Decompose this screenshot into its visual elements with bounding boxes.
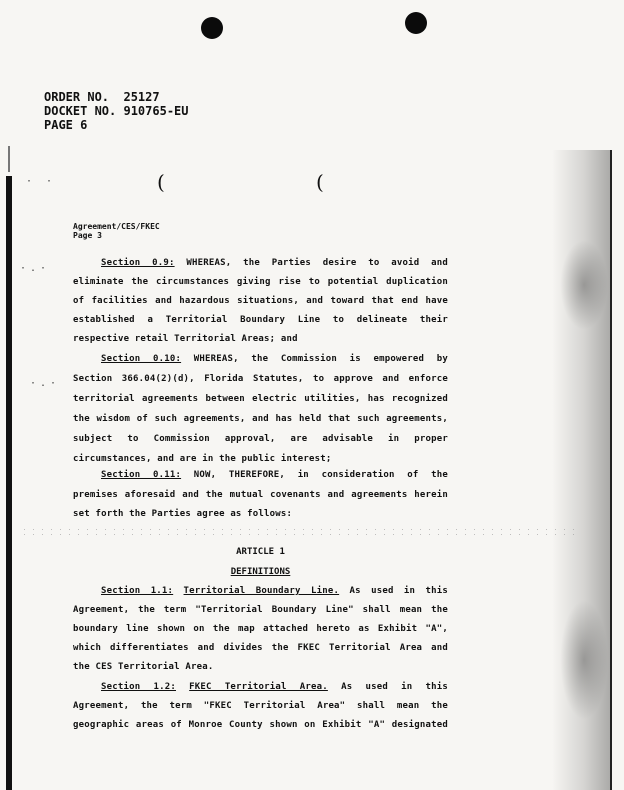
section-line: of facilities and hazardous situations, and toward that end have: [73, 296, 448, 306]
section-line: eliminate the circumstances giving rise to potential duplication: [73, 277, 448, 287]
article-subtitle: DEFINITIONS: [230, 567, 291, 577]
hole-punch-mark: [405, 12, 427, 34]
scan-right-edge: [610, 150, 612, 790]
scan-smudge: [560, 600, 608, 720]
section-heading: Section 0.9:: [101, 258, 175, 268]
section-line: set forth the Parties agree as follows:: [73, 509, 293, 519]
section-line: subject to Commission approval, are advisable in proper: [73, 434, 448, 444]
scan-edge-mark: [8, 146, 10, 172]
section-term: FKEC Territorial Area.: [189, 682, 328, 692]
section-line: Section 366.04(2)(d), Florida Statutes, to approve and enforce: [73, 374, 448, 384]
section-line: As used in this: [349, 586, 449, 596]
copy-mark: (: [157, 170, 165, 194]
section-heading: Section 1.1:: [101, 586, 174, 596]
article-title: ARTICLE 1: [236, 547, 285, 557]
agreement-title: Agreement/CES/FKEC: [73, 222, 160, 231]
page-label: PAGE 6: [44, 118, 88, 132]
section-line: As used in this: [341, 682, 449, 692]
scan-dots: ·.·: [30, 378, 61, 389]
section-line: the wisdom of such agreements, and has held that such agreements,: [73, 414, 448, 424]
section-line: respective retail Territorial Areas; and: [73, 334, 298, 344]
section-line: boundary line shown on the map attached hereto as Exhibit "A",: [73, 624, 448, 634]
section-line: Agreement, the term "Territorial Boundary Line" shall mean the: [73, 605, 448, 615]
docket-number: 910765-EU: [123, 104, 189, 118]
section-line: geographic areas of Monroe County shown on Exhibit "A" designated: [73, 720, 448, 730]
section-heading: Section 0.11:: [101, 470, 182, 480]
agreement-header: [73, 222, 160, 240]
section-line: established a Territorial Boundary Line to delineate their: [73, 315, 448, 325]
copy-mark: (: [316, 170, 324, 194]
scan-smudge: [560, 240, 608, 330]
order-label: ORDER NO.: [44, 90, 110, 104]
section-heading: Section 0.10:: [101, 354, 182, 364]
section-line: NOW, THEREFORE, in consideration of the: [193, 470, 448, 480]
order-number: 25127: [123, 90, 160, 104]
order-header: [44, 90, 189, 132]
section-line: territorial agreements between electric utilities, has recognized: [73, 394, 448, 404]
section-line: WHEREAS, the Commission is empowered by: [193, 354, 448, 364]
scan-dots: ·.·: [20, 263, 51, 274]
section-line: WHEREAS, the Parties desire to avoid and: [186, 258, 448, 268]
docket-label: DOCKET NO.: [44, 104, 117, 118]
section-line: Agreement, the term "FKEC Territorial Area" shall mean the: [73, 701, 448, 711]
section-heading: Section 1.2:: [101, 682, 176, 692]
section-line: the CES Territorial Area.: [73, 662, 214, 672]
scan-dots: · ·: [26, 176, 57, 187]
section-line: premises aforesaid and the mutual covenants and agreements herein: [73, 490, 448, 500]
section-term: Territorial Boundary Line.: [183, 586, 340, 596]
agreement-page: Page 3: [73, 231, 102, 240]
section-line: circumstances, and are in the public interest;: [73, 454, 332, 464]
scan-left-edge: [6, 176, 12, 790]
hole-punch-mark: [201, 17, 223, 39]
section-line: which differentiates and divides the FKEC Territorial Area and: [73, 643, 448, 653]
scan-speckle: [20, 527, 580, 535]
